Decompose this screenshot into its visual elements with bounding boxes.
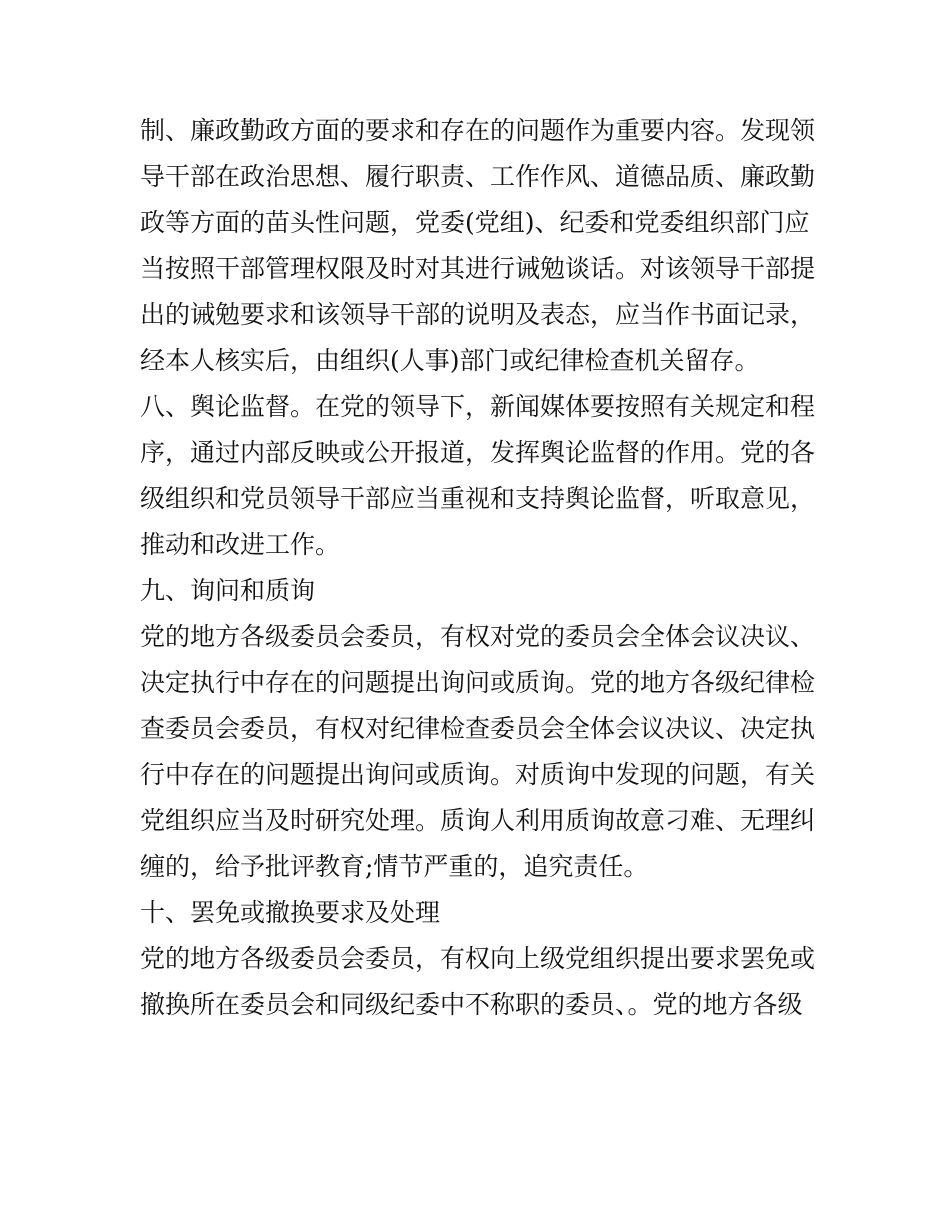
text-line: 党的地方各级委员会委员，有权向上级党组织提出要求罢免或	[140, 944, 816, 973]
text-line: 查委员会委员，有权对纪律检查委员会全体会议决议、决定执	[140, 714, 816, 743]
section-heading-8: 八、舆论监督。在党的领导下，新闻媒体要按照有关规定和程	[140, 392, 816, 421]
text-line: 经本人核实后，由组织(人事)部门或纪律检查机关留存。	[140, 346, 760, 375]
text-line: 序，通过内部反映或公开报道，发挥舆论监督的作用。党的各	[140, 438, 816, 467]
text-line: 出的诫勉要求和该领导干部的说明及表态，应当作书面记录，	[140, 300, 816, 329]
text-line: 党组织应当及时研究处理。质询人利用质询故意刁难、无理纠	[140, 806, 816, 835]
text-line: 推动和改进工作。	[140, 530, 341, 559]
text-line: 决定执行中存在的问题提出询问或质询。党的地方各级纪律检	[140, 668, 816, 697]
text-line: 导干部在政治思想、履行职责、工作作风、道德品质、廉政勤	[140, 162, 816, 191]
document-body	[140, 108, 820, 1028]
section-heading-10: 十、罢免或撤换要求及处理	[140, 898, 441, 927]
text-line: 当按照干部管理权限及时对其进行诫勉谈话。对该领导干部提	[140, 254, 816, 283]
text-line: 撤换所在委员会和同级纪委中不称职的委员、。党的地方各级	[140, 990, 803, 1019]
section-heading-9: 九、询问和质询	[140, 576, 316, 605]
text-line: 行中存在的问题提出询问或质询。对质询中发现的问题，有关	[140, 760, 816, 789]
text-line: 党的地方各级委员会委员，有权对党的委员会全体会议决议、	[140, 622, 816, 651]
text-line: 制、廉政勤政方面的要求和存在的问题作为重要内容。发现领	[140, 116, 816, 145]
text-line: 缠的，给予批评教育;情节严重的，追究责任。	[140, 852, 649, 881]
text-line: 级组织和党员领导干部应当重视和支持舆论监督，听取意见，	[140, 484, 816, 513]
text-line: 政等方面的苗头性问题，党委(党组)、纪委和党委组织部门应	[140, 208, 810, 237]
